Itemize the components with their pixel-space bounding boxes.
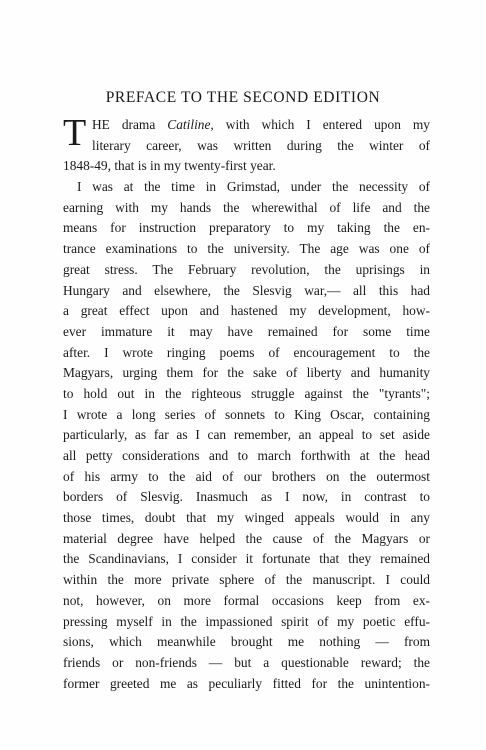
text-line: not, however, on more formal occasions keep from ex-	[63, 592, 430, 608]
text-line: friends or non-friends — but a questionable reward; the	[63, 654, 430, 670]
text-line: literary career, was written during the winter of	[92, 137, 430, 153]
text-line: I wrote a long series of sonnets to King Oscar, containing	[63, 406, 430, 422]
text-line: pressing myself in the impassioned spirit of my poetic effu-	[63, 613, 430, 629]
title-italic: Catiline,	[167, 117, 214, 132]
text-line: all petty considerations and to march forthwith at the head	[63, 448, 430, 463]
paragraph-1	[63, 112, 430, 177]
paragraph-2	[63, 177, 430, 694]
preface-body	[63, 112, 430, 694]
text-line: those times, doubt that my winged appeals would in any	[63, 510, 430, 526]
text-line: Magyars, urging them for the sake of liberty and humanity	[63, 365, 430, 381]
text-line: particularly, as far as I can remember, an appeal to set aside	[63, 427, 430, 443]
text-line: I was at the time in Grimstad, under the necessity of	[77, 179, 430, 195]
text-line: after. I wrote ringing poems of encouragement to the	[63, 344, 430, 360]
text-line: of his army to the aid of our brothers on the outermost	[63, 468, 430, 484]
text-line: ever immature it may have remained for some time	[63, 323, 430, 339]
text-line: sions, which meanwhile brought me nothing — from	[63, 634, 430, 650]
text-line: to hold out in the righteous struggle against the "tyrants";	[63, 385, 430, 401]
text-run: with which I entered upon my	[213, 117, 430, 132]
text-line: means for instruction preparatory to my taking the en-	[63, 220, 430, 236]
text-line: former greeted me as peculiarly fitted for the unintention-	[63, 675, 430, 691]
text-line: borders of Slesvig. Inasmuch as I now, in contrast to	[63, 489, 430, 505]
text-line: 1848-49, that is in my twenty-first year.	[63, 158, 276, 174]
text-line: a great effect upon and hastened my development, how-	[63, 303, 430, 319]
text-line: Hungary and elsewhere, the Slesvig war,— all this had	[63, 282, 430, 298]
text-run: HE drama	[92, 117, 168, 132]
drop-cap: T	[63, 112, 87, 154]
text-line: within the more private sphere of the manuscript. I could	[63, 572, 430, 588]
text-line: earning with my hands the wherewithal of life and the	[63, 199, 430, 215]
text-line: trance examinations to the university. The age was one of	[63, 241, 430, 257]
text-line: the Scandinavians, I consider it fortunate that they remained	[63, 551, 430, 567]
page-heading: PREFACE TO THE SECOND EDITION	[105, 89, 381, 106]
text-line: great stress. The February revolution, the uprisings in	[63, 261, 430, 277]
text-line: material degree have helped the cause of the Magyars or	[63, 530, 430, 546]
